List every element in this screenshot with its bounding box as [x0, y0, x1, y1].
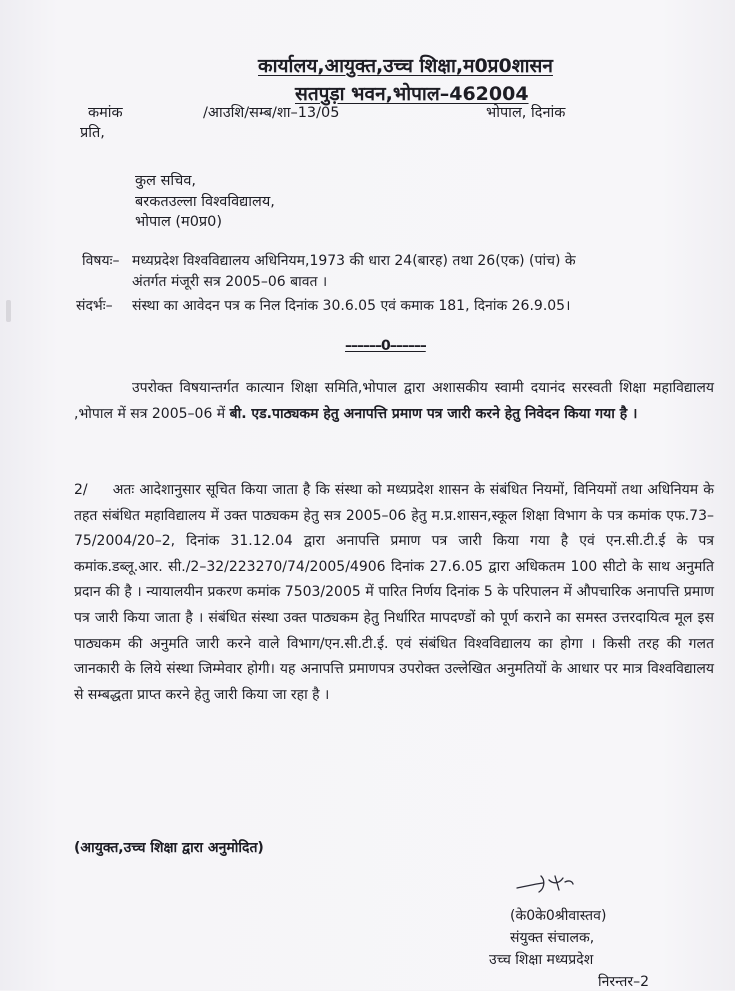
paragraph-1 — [74, 376, 714, 427]
reference-text: संस्था का आवेदन पत्र क निल दिनांक 30.6.05 एवं कमाक 181, दिनांक 26.9.05। — [132, 298, 571, 314]
approval-note: (आयुक्त,उच्च शिक्षा द्वारा अनुमोदित) — [74, 840, 264, 856]
office-heading: कार्यालय,आयुक्त,उच्च शिक्षा,म0प्र0शासन — [258, 55, 553, 77]
subject-label: विषयः– — [82, 253, 120, 269]
punch-hole-mark — [6, 300, 11, 322]
paragraph-2 — [74, 478, 714, 708]
subject-line-2: अंतर्गत मंजूरी सत्र 2005–06 बावत । — [132, 274, 328, 290]
prati-label: प्रति, — [80, 125, 105, 141]
recipient-line-3: भोपाल (म0प्र0) — [135, 214, 223, 230]
signatory-designation: संयुक्त संचालक, — [510, 930, 595, 946]
paragraph-1-bold-text: बी. एड.पाठ्यकम हेतु अनापत्ति प्रमाण पत्र जारी करने हेतु निवेदन किया गया है । — [229, 405, 638, 422]
handwritten-signature — [515, 872, 575, 898]
kramank-value: /आउशि/सम्ब/शा–13/05 — [203, 105, 340, 121]
office-address: सतपुड़ा भवन,भोपाल–462004 — [295, 83, 529, 105]
recipient-line-2: बरकतउल्ला विश्वविद्यालय, — [135, 194, 275, 210]
kramank-label: कमांक — [88, 105, 123, 121]
signatory-department: उच्च शिक्षा मध्यप्रदेश — [489, 952, 594, 968]
separator: ––––––0–––––– — [345, 338, 426, 354]
place-date: भोपाल, दिनांक — [486, 105, 566, 121]
paragraph-2-number: 2/ — [74, 482, 88, 498]
signatory-name: (के0के0श्रीवास्तव) — [510, 908, 607, 924]
reference-label: संदर्भः– — [76, 298, 113, 314]
paragraph-1-text: उपरोक्त विषयान्तर्गत कात्यान शिक्षा समिति,भोपाल द्वारा अशासकीय स्वामी दयानंद सरस्वती शिक्षा महाविद्यालय ,भोपाल में सत्र 2005–06 में — [74, 380, 714, 422]
paragraph-2-text: अतः आदेशानुसार सूचित किया जाता है कि संस्था को मध्यप्रदेश शासन के संबंधित नियमों, विनियमों तथा अधिनियम के तहत संबंधित महाविद्यालय में उक्त पाठ्यकम हेतु सत्र 2005–06 हेतु म.प्र.शासन,स्कूल शिक्षा विभाग के पत्र कमांक एफ.73–75/2004/20–2, दिनांक 31.12.04 द्वारा अनापत्ति प्रमाण पत्र जारी किया गया है एवं एन.सी.टी.ई के पत्र कमांक.डब्लू.आर. सी./2–32/223270/74/2005/4906 दिनांक 27.6.05 द्वारा अधिकतम 100 सीटो के साथ अनुमति प्रदान की है । न्यायालयीन प्रकरण कमांक 7503/2005 में पारित निर्णय दिनांक 5 के परिपालन में औपचारिक अनापत्ति प्रमाण पत्र जारी किया जाता है । संबंधित संस्था उक्त पाठ्यकम हेतु निर्धारित मापदण्डों को पूर्ण कराने का समस्त उत्तरदायित्व मूल इस पाठ्यकम की अनुमति जारी करने वाले विभाग/एन.सी.टी.ई. एवं संबंधित विश्वविद्यालय का होगा । किसी तरह की गलत जानकारी के लिये संस्था जिम्मेवार होगी। यह अनापत्ति प्रमाणपत्र उपरोक्त उल्लेखित अनुमतियों के आधार पर मात्र विश्वविद्यालय से सम्बद्धता प्राप्त करने हेतु जारी किया जा रहा है । — [74, 482, 714, 703]
subject-line-1: मध्यप्रदेश विश्वविद्यालय अधिनियम,1973 की धारा 24(बारह) तथा 26(एक) (पांच) के — [132, 253, 576, 269]
recipient-line-1: कुल सचिव, — [135, 173, 197, 189]
continued-marker: निरन्तर–2 — [598, 974, 650, 990]
